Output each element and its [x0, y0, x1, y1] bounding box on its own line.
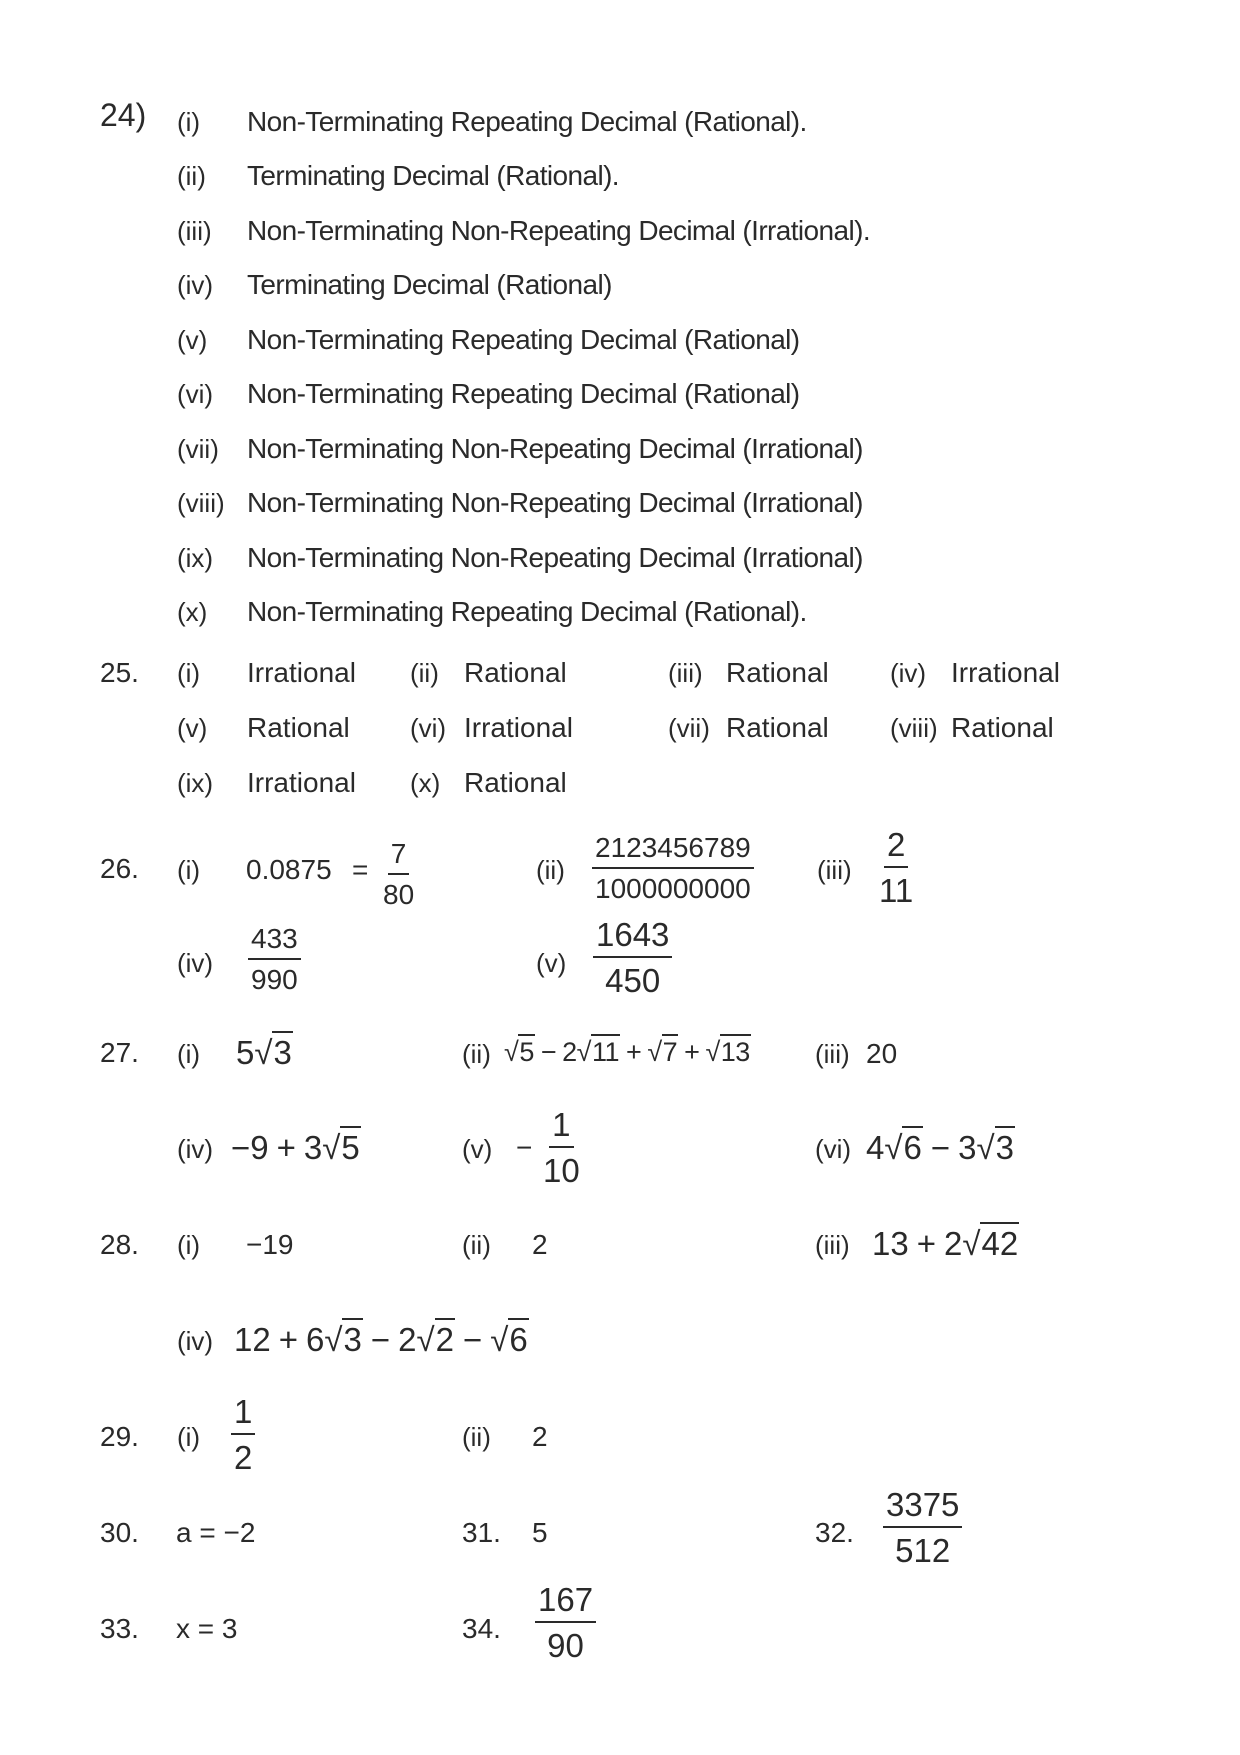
sqrt-symbol: √	[576, 1037, 591, 1067]
q31-answer: 5	[532, 1517, 548, 1548]
q28-iii-operator: +	[916, 1225, 936, 1262]
q29-label-i: (i)	[177, 1422, 201, 1452]
q27-iv-operator: +	[276, 1129, 296, 1166]
q24-text-x: Non-Terminating Repeating Decimal (Rational).	[247, 596, 807, 627]
q27-iv-radicand: 5	[340, 1126, 360, 1166]
q25-text-ii: Rational	[464, 657, 567, 688]
q25-text-viii: Rational	[951, 712, 1054, 743]
q24-label-vi: (vi)	[177, 379, 214, 409]
q28-iv-operator-3: −	[462, 1321, 483, 1358]
q25-number: 25.	[100, 657, 139, 688]
q34-denominator: 90	[547, 1627, 584, 1664]
sqrt-symbol: √	[254, 1034, 273, 1071]
sqrt-symbol: √	[884, 1129, 903, 1166]
q25-label-i: (i)	[177, 658, 201, 688]
q28-iv-radicand-3: 6	[508, 1318, 528, 1358]
q28-iv-radicand-2: 2	[435, 1318, 455, 1358]
q26-i-fraction	[380, 840, 417, 909]
q26-i-numerator: 7	[388, 840, 410, 875]
q25-label-x: (x)	[410, 768, 441, 798]
q30-number: 30.	[100, 1517, 139, 1548]
q28-iv-operator-1: +	[278, 1321, 298, 1358]
q32-denominator: 512	[895, 1532, 951, 1569]
q24-label-ix: (ix)	[177, 543, 214, 573]
q27-ii-radicand-1: 5	[518, 1034, 535, 1067]
q27-i-radicand: 3	[272, 1031, 292, 1071]
sqrt-symbol: √	[322, 1129, 341, 1166]
q26-number: 26.	[100, 853, 139, 884]
q26-ii-denominator: 1000000000	[595, 873, 751, 904]
q25-text-x: Rational	[464, 767, 567, 798]
q25-text-iii: Rational	[726, 657, 829, 688]
q30-answer: a = −2	[176, 1517, 256, 1548]
q27-iv-coefficient: 3	[303, 1129, 323, 1166]
q25-label-v: (v)	[177, 713, 208, 743]
q28-label-ii: (ii)	[462, 1230, 491, 1260]
q27-vi-radicand-1: 6	[902, 1126, 922, 1166]
q27-iv-expression	[231, 1131, 361, 1164]
q25-text-vi: Irrational	[464, 712, 573, 743]
q26-i-denominator: 80	[383, 879, 415, 910]
q28-iv-operator-2: −	[370, 1321, 391, 1358]
q24-text-v: Non-Terminating Repeating Decimal (Rational)	[247, 324, 800, 355]
q34-numerator: 167	[535, 1583, 596, 1623]
q26-iii-fraction	[876, 828, 916, 907]
q27-ii-operator-2: +	[626, 1037, 642, 1067]
q26-ii-fraction	[592, 834, 754, 903]
sqrt-symbol: √	[976, 1129, 995, 1166]
q25-label-iii: (iii)	[668, 658, 703, 688]
q24-text-iii: Non-Terminating Non-Repeating Decimal (Irrational).	[247, 215, 870, 246]
q27-v-numerator: 1	[549, 1108, 573, 1148]
q28-iii-constant: 13	[872, 1225, 909, 1262]
q27-label-vi: (vi)	[815, 1134, 852, 1164]
q27-ii-coefficient-2: 2	[562, 1037, 577, 1067]
q27-vi-operator: −	[930, 1129, 951, 1166]
q24-text-viii: Non-Terminating Non-Repeating Decimal (Irrational)	[247, 487, 863, 518]
q26-iii-denominator: 11	[879, 872, 914, 909]
q26-label-iv: (iv)	[177, 948, 214, 978]
q26-v-numerator: 1643	[593, 918, 672, 958]
q24-label-iv: (iv)	[177, 270, 214, 300]
q27-label-iv: (iv)	[177, 1134, 214, 1164]
q29-label-ii: (ii)	[462, 1422, 491, 1452]
q27-vi-coefficient-2: 3	[958, 1129, 977, 1166]
q24-label-ii: (ii)	[177, 161, 206, 191]
q34-fraction	[535, 1583, 596, 1662]
q26-ii-numerator: 2123456789	[592, 834, 754, 869]
q29-number: 29.	[100, 1421, 139, 1452]
q27-i-coefficient: 5	[236, 1034, 255, 1071]
q27-i-expression	[236, 1036, 293, 1069]
q25-label-viii: (viii)	[890, 713, 938, 743]
q29-i-fraction	[231, 1395, 255, 1474]
q26-iv-fraction	[248, 925, 301, 994]
q27-ii-operator-3: +	[684, 1037, 700, 1067]
q27-label-v: (v)	[462, 1134, 493, 1164]
sqrt-symbol: √	[324, 1321, 343, 1358]
q24-text-ix: Non-Terminating Non-Repeating Decimal (Irrational)	[247, 542, 863, 573]
q24-text-vi: Non-Terminating Repeating Decimal (Rational)	[247, 378, 800, 409]
q26-i-equals: =	[352, 854, 369, 885]
q27-vi-expression	[866, 1131, 1015, 1164]
q26-label-i: (i)	[177, 855, 201, 885]
q27-label-ii: (ii)	[462, 1039, 491, 1069]
q26-iii-numerator: 2	[884, 828, 908, 868]
q24-label-x: (x)	[177, 597, 208, 627]
q28-iv-radicand-1: 3	[342, 1318, 362, 1358]
sqrt-symbol: √	[504, 1037, 519, 1067]
q27-ii-radicand-4: 13	[720, 1034, 751, 1067]
q24-label-vii: (vii)	[177, 434, 219, 464]
q28-iv-coefficient-2: 2	[398, 1321, 417, 1358]
q29-i-denominator: 2	[234, 1439, 253, 1476]
sqrt-symbol: √	[490, 1321, 509, 1358]
q26-label-ii: (ii)	[536, 855, 565, 885]
q24-label-iii: (iii)	[177, 216, 212, 246]
q32-numerator: 3375	[883, 1488, 962, 1528]
q25-text-vii: Rational	[726, 712, 829, 743]
q24-label-viii: (viii)	[177, 488, 225, 518]
q24-label-i: (i)	[177, 107, 201, 137]
q27-ii-radicand-3: 7	[662, 1034, 679, 1067]
q25-text-ix: Irrational	[247, 767, 356, 798]
q26-v-fraction	[593, 918, 672, 997]
q24-text-iv: Terminating Decimal (Rational)	[247, 269, 612, 300]
q25-text-iv: Irrational	[951, 657, 1060, 688]
q25-label-ii: (ii)	[410, 658, 439, 688]
q27-ii-radicand-2: 11	[591, 1034, 620, 1067]
q27-iii-value: 20	[866, 1038, 898, 1069]
sqrt-symbol: √	[962, 1225, 981, 1262]
q27-v-fraction	[540, 1108, 583, 1187]
q32-fraction	[883, 1488, 962, 1567]
q28-label-i: (i)	[177, 1230, 201, 1260]
q26-label-iii: (iii)	[817, 855, 852, 885]
q32-number: 32.	[815, 1517, 854, 1548]
sqrt-symbol: √	[647, 1037, 662, 1067]
q25-label-iv: (iv)	[890, 658, 927, 688]
q31-number: 31.	[462, 1517, 501, 1548]
q26-iv-denominator: 990	[251, 964, 298, 995]
q28-number: 28.	[100, 1229, 139, 1260]
q24-text-vii: Non-Terminating Non-Repeating Decimal (Irrational)	[247, 433, 863, 464]
q24-number: 24)	[100, 97, 147, 133]
q25-label-ix: (ix)	[177, 768, 214, 798]
q33-number: 33.	[100, 1613, 139, 1644]
q25-text-i: Irrational	[247, 657, 356, 688]
q27-label-iii: (iii)	[815, 1039, 850, 1069]
q29-i-numerator: 1	[231, 1395, 255, 1435]
q27-iv-constant: −9	[231, 1129, 269, 1166]
q24-text-i: Non-Terminating Repeating Decimal (Rational).	[247, 106, 807, 137]
q25-label-vi: (vi)	[410, 713, 447, 743]
sqrt-symbol: √	[416, 1321, 435, 1358]
q27-ii-operator-1: −	[540, 1037, 557, 1067]
q28-iii-coefficient: 2	[944, 1225, 963, 1262]
q29-ii-value: 2	[532, 1421, 548, 1452]
q27-number: 27.	[100, 1037, 139, 1068]
q28-ii-value: 2	[532, 1229, 548, 1260]
q25-label-vii: (vii)	[668, 713, 710, 743]
sqrt-symbol: √	[705, 1037, 720, 1067]
q24-label-v: (v)	[177, 325, 208, 355]
q26-label-v: (v)	[536, 948, 567, 978]
q26-iv-numerator: 433	[248, 925, 301, 960]
q28-label-iii: (iii)	[815, 1230, 850, 1260]
q25-text-v: Rational	[247, 712, 350, 743]
q27-ii-expression	[504, 1039, 751, 1066]
q27-label-i: (i)	[177, 1039, 201, 1069]
q28-iii-radicand: 42	[980, 1222, 1019, 1262]
q28-i-value: −19	[246, 1229, 294, 1260]
q27-vi-radicand-2: 3	[995, 1126, 1015, 1166]
q33-answer: x = 3	[176, 1613, 238, 1644]
q28-iv-expression	[234, 1323, 529, 1356]
q34-number: 34.	[462, 1613, 501, 1644]
q28-iii-expression	[872, 1227, 1019, 1260]
q27-v-denominator: 10	[543, 1152, 580, 1189]
q27-vi-coefficient-1: 4	[866, 1129, 885, 1166]
q26-v-denominator: 450	[605, 962, 661, 999]
q28-iv-constant: 12	[234, 1321, 271, 1358]
q24-text-ii: Terminating Decimal (Rational).	[247, 160, 619, 191]
q28-label-iv: (iv)	[177, 1326, 214, 1356]
q28-iv-coefficient-1: 6	[306, 1321, 325, 1358]
q26-i-lhs: 0.0875	[246, 854, 332, 885]
q27-v-sign: −	[516, 1132, 533, 1163]
